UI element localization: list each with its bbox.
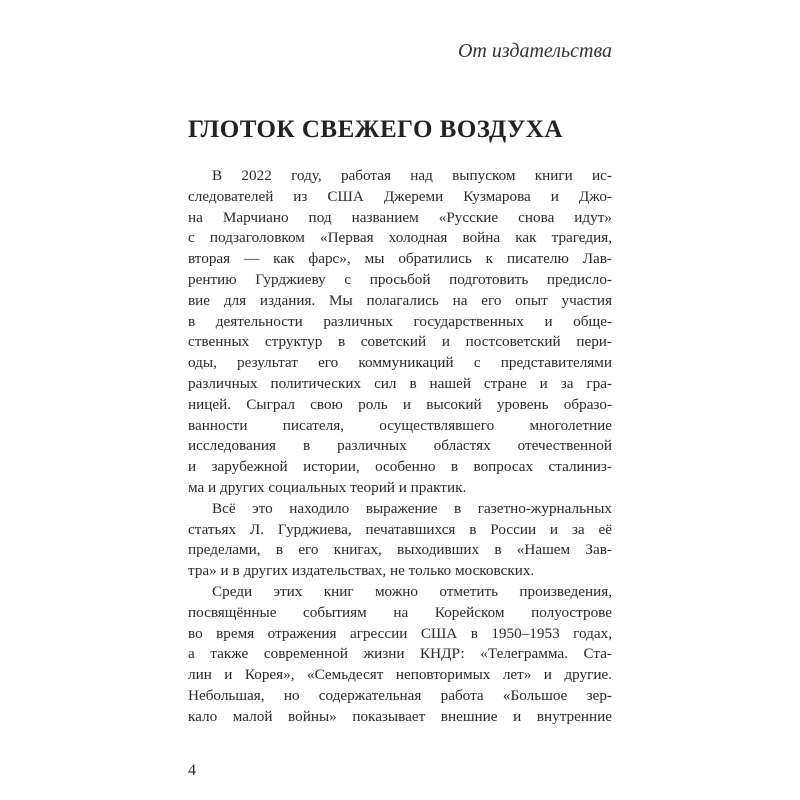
text-line: Среди этих книг можно отметить произведения, — [212, 582, 612, 600]
text-line: следователей из США Джереми Кузмарова и Джо- — [188, 187, 612, 205]
text-line: кало малой войны» показывает внешние и внутренние — [188, 707, 612, 725]
text-line: рентию Гурджиеву с просьбой подготовить предисло- — [188, 270, 612, 288]
text-line: вторая — как фарс», мы обратились к писателю Лав- — [188, 250, 612, 268]
running-header: От издательства — [457, 40, 612, 62]
text-line: в деятельности различных государственных и обще- — [188, 312, 612, 330]
text-line: ственных структур в советский и постсоветский пери- — [188, 333, 612, 351]
text-line: во время отражения агрессии США в 1950–1953 годах, — [188, 624, 612, 642]
text-line: ванности писателя, осуществлявшего многолетние — [188, 416, 612, 434]
text-line: Всё это находило выражение в газетно-журнальных — [212, 499, 612, 517]
text-line: тра» и в других издательствах, не только московских. — [188, 562, 535, 580]
text-line: вие для издания. Мы полагались на его опыт участия — [188, 291, 612, 309]
text-line: с подзаголовком «Первая холодная война как трагедия, — [188, 229, 612, 247]
text-line: а также современной жизни КНДР: «Телеграмма. Ста- — [188, 645, 612, 663]
chapter-title: ГЛОТОК СВЕЖЕГО ВОЗДУХА — [188, 116, 563, 143]
text-line: Небольшая, но содержательная работа «Большое зер- — [188, 686, 612, 704]
text-line: и зарубежной истории, особенно в вопросах сталиниз- — [188, 458, 612, 476]
text-line: В 2022 году, работая над выпуском книги ис- — [212, 167, 612, 184]
text-line: ницей. Сыграл свою роль и высокий уровень образо- — [188, 395, 612, 413]
text-line: оды, результат его коммуникаций с представителями — [188, 354, 612, 372]
text-line: различных политических сил в нашей стране и за гра- — [188, 374, 612, 392]
text-line: исследования в различных областях отечественной — [188, 437, 612, 455]
text-line: ма и других социальных теорий и практик. — [188, 478, 467, 496]
text-line: лин и Корея», «Семьдесят неповторимых лет» и другие. — [188, 666, 612, 684]
body-text — [188, 166, 612, 728]
text-line: посвящённые событиям на Корейском полуострове — [188, 603, 612, 621]
page-number: 4 — [188, 762, 196, 779]
text-line: статьях Л. Гурджиева, печатавшихся в России и за её — [188, 520, 612, 538]
text-line: на Марчиано под названием «Русские снова идут» — [188, 208, 612, 226]
text-line: пределами, в его книгах, выходивших в «Нашем Зав- — [188, 541, 612, 559]
